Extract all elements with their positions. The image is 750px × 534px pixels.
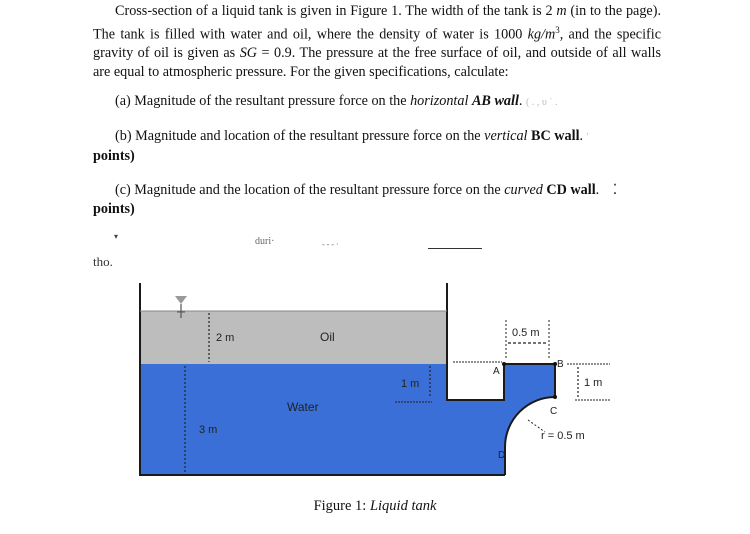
point-c-label: C [550,406,558,417]
bullet-fragment: ▾ [114,232,119,241]
water-label: Water [287,400,319,414]
dim-05m-label: 0.5 m [512,327,540,339]
question-a-emphasis: horizontal [410,93,469,109]
point-b-label: B [557,359,564,370]
unit-exponent: 3 [555,24,560,35]
sg-symbol: SG [239,44,258,61]
question-a-wall: AB wall [471,93,519,109]
faded-fragment-dots: - - - · [322,240,339,249]
unit-kgm: kg/m [527,26,556,43]
radius-label: r = 0.5 m [541,430,585,442]
problem-text-4: = 0.9. The pressure at the free surface of oil, and outside of all walls are equal to atmospheric pressure. For the given specifications, calculate: [93,44,661,80]
point-c-marker [553,395,557,399]
question-b-text: (b) Magnitude and location of the resultant pressure force on the [115,128,485,144]
question-a-faded-text: ( . , υ ˙ . [525,97,558,108]
question-c-period: . [595,182,600,198]
problem-text-1: Cross-section of a liquid tank is given in Figure 1. The width of the tank is 2 [115,3,557,19]
question-c-wall: CD wall [546,182,596,198]
figure-caption [0,498,750,515]
water-region [140,364,558,475]
question-a-period: . [518,93,523,109]
question-c-points: points) [93,201,135,217]
point-a-label: A [493,366,500,377]
dim-1m-left-label: 1 m [401,378,420,390]
question-a-text: (a) Magnitude of the resultant pressure force on the [115,93,411,109]
faded-fragment-during: duri· [255,236,275,247]
faded-fragment-tho: tho. [93,254,113,269]
caption-title: Liquid tank [369,498,437,514]
problem-text-3: , and the specific gravity of oil is given as [93,26,662,61]
question-c-emphasis: curved [504,182,543,198]
caption-prefix: Figure 1: [313,498,370,514]
question-b-points: points) [93,148,135,164]
dim-2m-label: 2 m [216,332,235,344]
problem-text-2: (in to the page). The tank is filled with water and oil, where the density of water is 1000 [93,3,661,43]
question-b-emphasis: vertical [484,128,528,144]
point-a-marker [502,362,506,366]
point-d-label: D [498,450,506,461]
question-b-faded-text: ' [586,132,589,143]
dim-3m-label: 3 m [199,424,218,436]
question-c-text: (c) Magnitude and the location of the resultant pressure force on the [115,182,505,198]
question-b-wall: BC wall [531,128,580,144]
dim-1m-right-label: 1 m [584,377,603,389]
oil-layer [140,311,447,364]
oil-label: Oil [320,330,335,344]
question-c-faded-text: ⁚ [612,182,618,198]
unit-m: m [556,3,567,19]
question-b-period: . [579,128,584,144]
